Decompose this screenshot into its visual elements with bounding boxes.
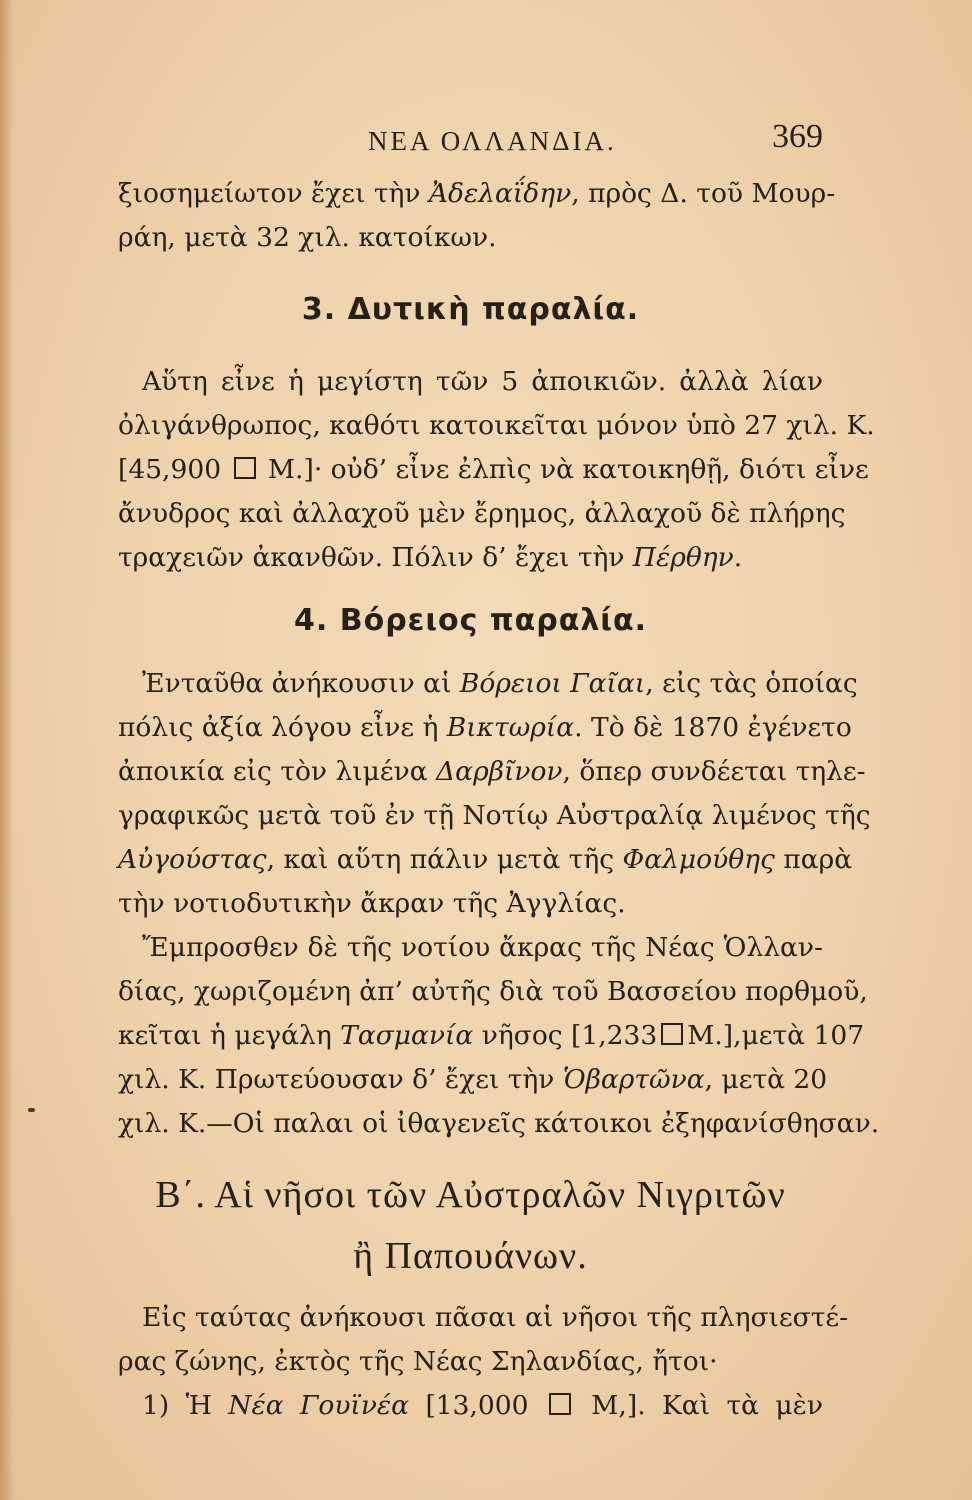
- chapter-heading-subtitle: ἢ Παπουάνων.: [353, 1235, 588, 1277]
- text-line: τὴν νοτιοδυτικὴν ἄκραν τῆς Ἀγγλίας.: [118, 888, 626, 919]
- text-line: ἀποικία εἰς τὸν λιμένα Δαρβῖνον, ὅπερ συνδέεται τηλε-: [118, 756, 866, 787]
- text-line: ἄνυδρος καὶ ἀλλαχοῦ μὲν ἔρημος, ἀλλαχοῦ δὲ πλήρης: [118, 498, 846, 529]
- square-symbol-icon: [234, 457, 256, 479]
- text-line: πόλις ἀξία λόγου εἶνε ἡ Βικτωρία. Τὸ δὲ 1870 ἐγένετο: [118, 712, 852, 743]
- text-line: Ἐνταῦθα ἀνήκουσιν αἱ Βόρειοι Γαῖαι, εἰς τὰς ὁποίας: [142, 668, 858, 699]
- binding-edge: [0, 0, 14, 1500]
- text-line: ρας ζώνης, ἐκτὸς τῆς Νέας Σηλανδίας, ἤτοι·: [118, 1346, 718, 1377]
- text-line: 1) Ἡ Νέα Γουϊνέα [13,000 Μ,]. Καὶ τὰ μὲν: [142, 1390, 823, 1421]
- text-line: Αὐγούστας, καὶ αὕτη πάλιν μετὰ τῆς Φαλμούθης παρὰ: [118, 844, 853, 875]
- page-body: [118, 172, 880, 1428]
- margin-mark: [28, 1108, 35, 1112]
- text-line: τραχειῶν ἀκανθῶν. Πόλιν δ’ ἔχει τὴν Πέρθην.: [118, 542, 743, 573]
- text-line: δίας, χωριζομένη ἀπ’ αὐτῆς διὰ τοῦ Βασσείου πορθμοῦ,: [118, 976, 868, 1007]
- text-line: Εἰς ταύτας ἀνήκουσι πᾶσαι αἱ νῆσοι τῆς πλησιεστέ-: [142, 1302, 849, 1333]
- text-line: κεῖται ἡ μεγάλη Τασμανία νῆσος [1,233 Μ.],μετὰ 107: [118, 1020, 865, 1051]
- text-line: χιλ. Κ. Πρωτεύουσαν δ’ ἔχει τὴν Ὁβαρτῶνα, μετὰ 20: [118, 1064, 828, 1095]
- running-title: ΝΕΑ ΟΛΛΑΝΔΙΑ.: [368, 126, 617, 156]
- chapter-heading: Β΄. Αἱ νῆσοι τῶν Αὐστραλῶν Νιγριτῶν: [155, 1174, 786, 1216]
- text-line: ράη, μετὰ 32 χιλ. κατοίκων.: [118, 222, 497, 253]
- text-line: ξιοσημείωτον ἔχει τὴν Ἀδελαΐδην, πρὸς Δ. τοῦ Μουρ-: [118, 178, 836, 209]
- text-line: [45,900 Μ.]· οὐδ’ εἶνε ἐλπὶς νὰ κατοικηθῇ, διότι εἶνε: [118, 454, 869, 485]
- section-heading: 3. Δυτικὴ παραλία.: [301, 292, 640, 327]
- text-line: ὀλιγάνθρωπος, καθότι κατοικεῖται μόνον ὑπὸ 27 χιλ. Κ.: [118, 410, 875, 441]
- section-heading: 4. Βόρειος παραλία.: [294, 603, 647, 638]
- square-symbol-icon: [661, 1023, 683, 1045]
- text-line: γραφικῶς μετὰ τοῦ ἐν τῇ Νοτίῳ Αὐστραλίᾳ λιμένος τῆς: [118, 800, 871, 831]
- text-line: χιλ. Κ.—Οἱ παλαι οἱ ἰθαγενεῖς κάτοικοι ἐξηφανίσθησαν.: [118, 1108, 880, 1139]
- text-line: Αὕτη εἶνε ἡ μεγίστη τῶν 5 ἀποικιῶν. ἀλλὰ λίαν: [142, 366, 823, 397]
- square-symbol-icon: [549, 1393, 571, 1415]
- page-number: 369: [772, 118, 823, 155]
- page-header: [118, 118, 823, 162]
- text-line: Ἔμπροσθεν δὲ τῆς νοτίου ἄκρας τῆς Νέας Ὁλλαν-: [142, 932, 823, 963]
